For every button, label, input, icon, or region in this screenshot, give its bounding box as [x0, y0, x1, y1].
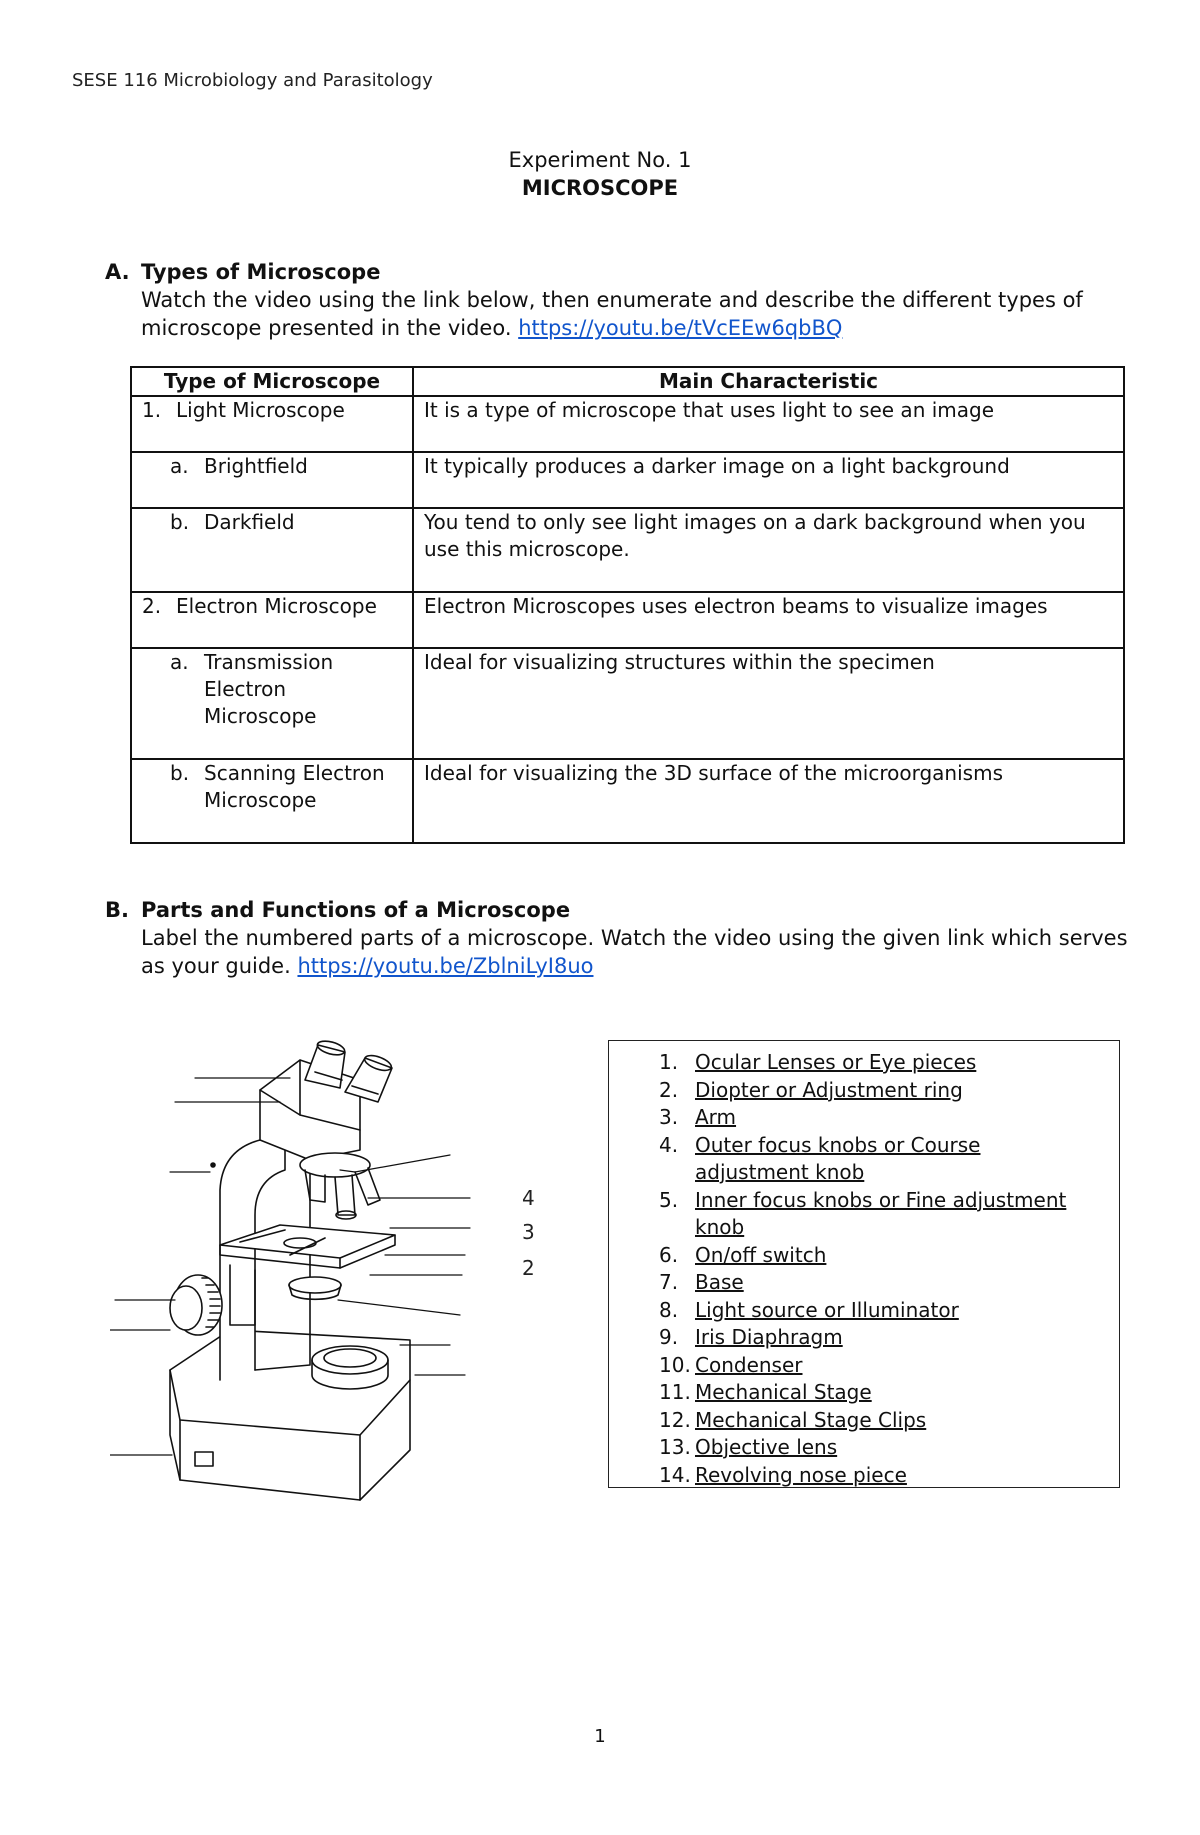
table-row: [131, 592, 1124, 648]
type-cell: [131, 648, 413, 759]
part-number: 12.: [659, 1407, 691, 1432]
section-b-title: Parts and Functions of a Microscope: [141, 898, 571, 922]
type-name: Light Microscope: [176, 398, 345, 422]
part-number: 5.: [659, 1187, 679, 1212]
type-cell: [131, 508, 413, 592]
microscope-types-table: [130, 366, 1125, 844]
section-a-text: Watch the video using the link below, then enumerate and describe the different types of microscope presented in the video.: [141, 288, 1083, 340]
section-a-title: Types of Microscope: [141, 260, 381, 284]
table-row: [131, 648, 1124, 759]
table-header-row: [131, 367, 1124, 396]
part-label: Iris Diaphragm: [695, 1325, 843, 1349]
focus-knob-drawing: [170, 1275, 222, 1335]
part-label: Objective lens: [695, 1435, 838, 1459]
section-b-heading: [105, 896, 1135, 924]
type-cell: [131, 759, 413, 843]
experiment-number: Experiment No. 1: [508, 148, 692, 172]
list-item: [659, 1132, 1119, 1187]
parts-answer-box: [608, 1040, 1120, 1488]
part-number: 7.: [659, 1270, 679, 1294]
type-name: Darkfield: [204, 510, 295, 534]
part-label: Light source or Illuminator: [695, 1297, 959, 1322]
video-link-a[interactable]: https://youtu.be/tVcEEw6qbBQ: [518, 316, 843, 340]
characteristic-cell: It is a type of microscope that uses light to see an image: [413, 396, 1124, 452]
microscope-diagram: [110, 1040, 570, 1570]
list-item: [659, 1269, 1119, 1297]
parts-list: [609, 1049, 1119, 1489]
part-number: 14.: [659, 1462, 691, 1487]
type-cell: [131, 592, 413, 648]
column-header-type: Type of Microscope: [131, 367, 413, 396]
diagram-label-4: 4: [522, 1186, 535, 1210]
part-label: Diopter or Adjustment ring: [695, 1077, 963, 1102]
type-name: Electron Microscope: [176, 594, 377, 618]
diagram-label-2: 2: [522, 1256, 535, 1280]
type-name: Scanning Electron Microscope: [204, 761, 385, 812]
table-row: [131, 508, 1124, 592]
list-item: [659, 1297, 1119, 1325]
table-row: [131, 759, 1124, 843]
part-label: Outer focus knobs or Course adjustment knob: [695, 1132, 981, 1184]
experiment-title: MICROSCOPE: [521, 176, 679, 200]
list-item: [659, 1187, 1119, 1242]
row-number: 1.: [142, 398, 162, 422]
section-a-letter: A.: [105, 260, 130, 284]
list-item: [659, 1104, 1119, 1132]
list-item: [659, 1049, 1119, 1077]
list-item: [659, 1379, 1119, 1407]
switch-drawing: [195, 1452, 213, 1466]
video-link-b[interactable]: https://youtu.be/ZblniLyI8uo: [297, 954, 594, 978]
page-header: SESE 116 Microbiology and Parasitology: [72, 70, 433, 91]
part-number: 11.: [659, 1380, 691, 1404]
characteristic-cell: Ideal for visualizing structures within the specimen: [413, 648, 1124, 759]
type-name: Transmission Electron Microscope: [204, 650, 334, 728]
table-row: [131, 396, 1124, 452]
part-label: Mechanical Stage Clips: [695, 1407, 927, 1432]
characteristic-cell: You tend to only see light images on a dark background when you use this microscope.: [413, 508, 1124, 592]
row-letter: b.: [170, 510, 190, 534]
part-label: Base: [695, 1270, 744, 1294]
section-b-text: Label the numbered parts of a microscope. Watch the video using the given link which serves as your guide.: [141, 926, 1128, 978]
part-number: 9.: [659, 1325, 679, 1349]
part-number: 10.: [659, 1352, 691, 1377]
section-a-instructions: [105, 286, 1135, 342]
part-number: 6.: [659, 1242, 679, 1267]
part-number: 2.: [659, 1077, 679, 1102]
section-b: [105, 896, 1135, 980]
part-label: On/off switch: [695, 1242, 827, 1267]
row-letter: b.: [170, 761, 190, 785]
list-item: [659, 1462, 1119, 1490]
row-letter: a.: [170, 454, 189, 478]
part-label: Condenser: [695, 1352, 803, 1377]
condenser-drawing: [289, 1277, 341, 1299]
list-item: [659, 1324, 1119, 1352]
section-b-instructions: [105, 924, 1135, 980]
section-a: [105, 258, 1135, 342]
part-number: 8.: [659, 1297, 679, 1322]
objectives-drawing: [300, 1153, 380, 1219]
row-letter: a.: [170, 650, 189, 674]
part-label: Mechanical Stage: [695, 1380, 872, 1404]
type-name: Brightfield: [204, 454, 308, 478]
list-item: [659, 1434, 1119, 1462]
part-label: Arm: [695, 1105, 737, 1129]
table-row: [131, 452, 1124, 508]
list-item: [659, 1242, 1119, 1270]
section-a-heading: [105, 258, 1135, 286]
title-block: [0, 146, 1200, 202]
characteristic-cell: Electron Microscopes uses electron beams to visualize images: [413, 592, 1124, 648]
page-number: 1: [594, 1726, 606, 1747]
part-label: Inner focus knobs or Fine adjustment knob: [695, 1187, 1067, 1239]
column-header-characteristic: Main Characteristic: [413, 367, 1124, 396]
list-item: [659, 1407, 1119, 1435]
part-number: 4.: [659, 1132, 679, 1157]
characteristic-cell: It typically produces a darker image on a light background: [413, 452, 1124, 508]
part-number: 1.: [659, 1050, 679, 1074]
type-cell: [131, 396, 413, 452]
row-number: 2.: [142, 594, 162, 618]
list-item: [659, 1077, 1119, 1105]
section-b-letter: B.: [105, 898, 129, 922]
diagram-label-3: 3: [522, 1220, 535, 1244]
list-item: [659, 1352, 1119, 1380]
part-number: 13.: [659, 1435, 691, 1459]
type-cell: [131, 452, 413, 508]
part-label: Revolving nose piece: [695, 1462, 907, 1487]
part-number: 3.: [659, 1105, 679, 1129]
part-label: Ocular Lenses or Eye pieces: [695, 1050, 977, 1074]
characteristic-cell: Ideal for visualizing the 3D surface of the microorganisms: [413, 759, 1124, 843]
